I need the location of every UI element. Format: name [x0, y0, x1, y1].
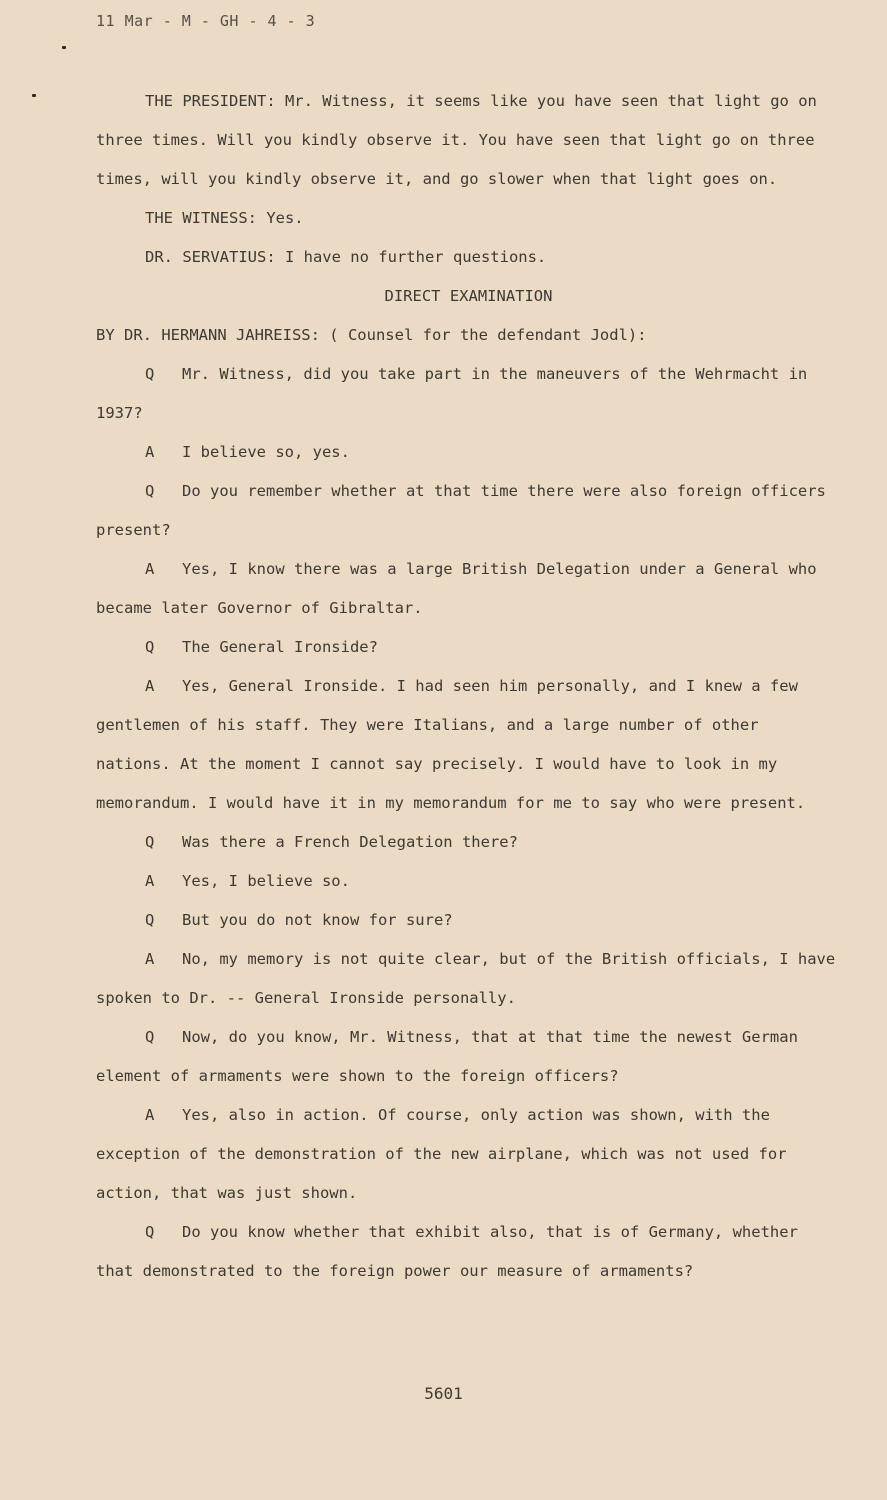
answer-text: I believe so, yes.: [182, 443, 350, 461]
question-text: Do you know whether that exhibit also, that is of Germany, whether that demonstrated to the foreign power our measure of armaments?: [96, 1223, 798, 1280]
question-text: But you do not know for sure?: [182, 911, 453, 929]
page-header: 11 Mar - M - GH - 4 - 3: [96, 12, 316, 30]
question: [96, 823, 841, 862]
question-text: The General Ironside?: [182, 638, 378, 656]
answer-text: Yes, I know there was a large British Delegation under a General who became later Governor of Gibraltar.: [96, 560, 817, 617]
page-number: 5601: [424, 1384, 463, 1403]
section-heading: DIRECT EXAMINATION: [384, 287, 553, 305]
answer: [96, 940, 841, 1018]
a-label: A: [145, 950, 155, 968]
witness-response: THE WITNESS: Yes.: [145, 209, 304, 227]
question: [96, 901, 841, 940]
answer: [96, 550, 841, 628]
examiner-line: BY DR. HERMANN JAHREISS: ( Counsel for the defendant Jodl):: [96, 326, 647, 344]
answer: [96, 862, 841, 901]
answer: [96, 433, 841, 472]
ink-mark: [32, 94, 36, 97]
answer-text: No, my memory is not quite clear, but of the British officials, I have spoken to Dr. -- General Ironside personally.: [96, 950, 836, 1007]
question: [96, 355, 841, 433]
a-label: A: [145, 677, 155, 695]
q-label: Q: [145, 833, 155, 851]
q-label: Q: [145, 365, 155, 383]
q-label: Q: [145, 1028, 155, 1046]
q-label: Q: [145, 1223, 155, 1241]
question: [96, 472, 841, 550]
transcript-body: [96, 82, 841, 1291]
question-text: Was there a French Delegation there?: [182, 833, 518, 851]
question-text: Mr. Witness, did you take part in the maneuvers of the Wehrmacht in 1937?: [96, 365, 808, 422]
answer-text: Yes, General Ironside. I had seen him personally, and I knew a few gentlemen of his staff. They were Italians, and a large number of other nations. At the moment I cannot say precisely. I would have to look in my memorandum. I would have it in my memorandum for me to say who were present.: [96, 677, 806, 812]
answer: [96, 667, 841, 823]
a-label: A: [145, 1106, 155, 1124]
servatius-statement: DR. SERVATIUS: I have no further questions.: [145, 248, 547, 266]
a-label: A: [145, 872, 155, 890]
q-label: Q: [145, 911, 155, 929]
question-text: Now, do you know, Mr. Witness, that at that time the newest German element of armaments were shown to the foreign officers?: [96, 1028, 798, 1085]
question: [96, 628, 841, 667]
a-label: A: [145, 560, 155, 578]
answer-text: Yes, also in action. Of course, only action was shown, with the exception of the demonstration of the new airplane, which was not used for action, that was just shown.: [96, 1106, 787, 1202]
q-label: Q: [145, 638, 155, 656]
q-label: Q: [145, 482, 155, 500]
ink-mark: [62, 46, 66, 49]
president-statement: THE PRESIDENT: Mr. Witness, it seems like you have seen that light go on three times. Will you kindly observe it. You have seen that light go on three times, will you kindly observe it, and go slower when that light goes on.: [96, 92, 817, 188]
question: [96, 1213, 841, 1291]
question: [96, 1018, 841, 1096]
answer: [96, 1096, 841, 1213]
question-text: Do you remember whether at that time there were also foreign officers present?: [96, 482, 826, 539]
a-label: A: [145, 443, 155, 461]
answer-text: Yes, I believe so.: [182, 872, 350, 890]
